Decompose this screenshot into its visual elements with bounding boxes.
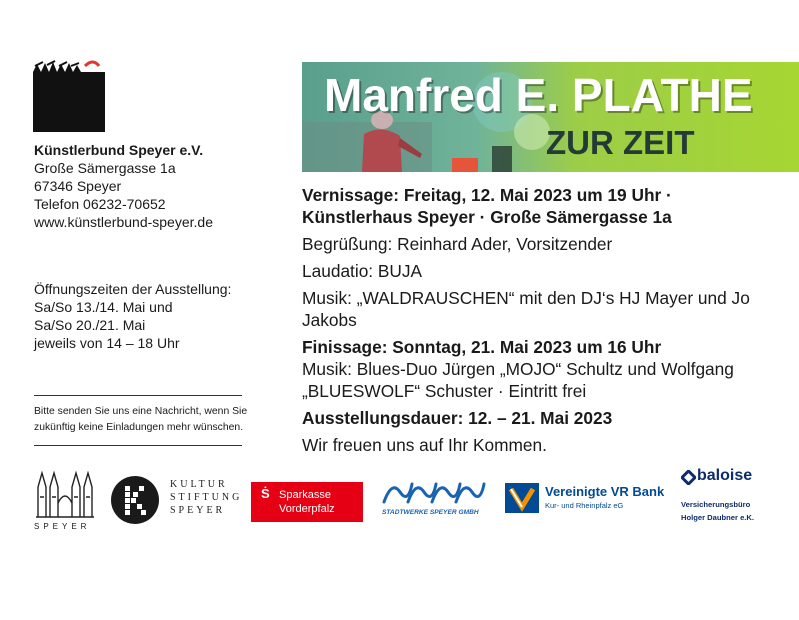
greeting: Begrüßung: Reinhard Ader, Vorsitzender bbox=[302, 234, 613, 254]
divider bbox=[34, 395, 242, 396]
organization-address bbox=[34, 141, 213, 231]
speyer-cathedral-logo bbox=[34, 463, 96, 519]
kulturstiftung-line: SPEYER bbox=[170, 505, 226, 516]
banner-title: Manfred E. PLATHE bbox=[324, 69, 753, 121]
baloise-diamond-icon bbox=[681, 470, 696, 485]
sparkasse-line: Sparkasse bbox=[279, 489, 331, 501]
music-vernissage: Musik: „WALDRAUSCHEN“ mit den DJ‘s HJ Mayer und Jo Jakobs bbox=[302, 288, 750, 330]
organization-street: Große Sämergasse 1a bbox=[34, 160, 176, 176]
vr-bank-name: Vereinigte VR Bank bbox=[545, 484, 665, 499]
sparkasse-s-icon: Ṡ bbox=[261, 486, 270, 501]
music-finissage: Musik: Blues-Duo Jürgen „MOJO“ Schultz und Wolfgang „BLUESWOLF“ Schuster · Eintritt frei bbox=[302, 359, 734, 401]
opening-hours-line: Sa/So 13./14. Mai und bbox=[34, 299, 173, 315]
exhibition-banner bbox=[302, 62, 799, 172]
organization-city: 67346 Speyer bbox=[34, 178, 122, 194]
sparkasse-logo bbox=[251, 482, 363, 522]
sparkasse-line: Vorderpfalz bbox=[279, 503, 335, 515]
laudatio: Laudatio: BUJA bbox=[302, 261, 423, 281]
vernissage-location: Künstlerhaus Speyer · Große Sämergasse 1a bbox=[302, 207, 672, 227]
speyer-wordmark: SPEYER bbox=[34, 522, 91, 531]
divider bbox=[34, 445, 242, 446]
closing-line: Wir freuen uns auf Ihr Kommen. bbox=[302, 435, 547, 455]
organization-phone: Telefon 06232-70652 bbox=[34, 196, 166, 212]
opening-hours bbox=[34, 280, 231, 352]
vr-bank-icon bbox=[505, 483, 539, 513]
opening-hours-line: jeweils von 14 – 18 Uhr bbox=[34, 335, 180, 351]
finissage-line: Finissage: Sonntag, 21. Mai 2023 um 16 Uhr bbox=[302, 337, 662, 357]
stadtwerke-wordmark: STADTWERKE SPEYER GMBH bbox=[382, 509, 479, 516]
kulturstiftung-line: STIFTUNG bbox=[170, 492, 243, 503]
unsubscribe-notice: Bitte senden Sie uns eine Nachricht, wenn Sie zukünftig keine Einladungen mehr wünschen. bbox=[34, 406, 248, 433]
banner-subtitle: ZUR ZEIT bbox=[546, 124, 695, 161]
kulturstiftung-line: KULTUR bbox=[170, 479, 228, 490]
exhibition-duration: Ausstellungsdauer: 12. – 21. Mai 2023 bbox=[302, 408, 613, 428]
stadtwerke-logo bbox=[380, 478, 488, 508]
kuenstlerbund-logo bbox=[33, 60, 105, 132]
baloise-wordmark: baloise bbox=[697, 467, 753, 484]
baloise-line: Holger Daubner e.K. bbox=[681, 513, 754, 522]
opening-hours-heading: Öffnungszeiten der Ausstellung: bbox=[34, 281, 232, 297]
baloise-line: Versicherungsbüro bbox=[681, 500, 751, 509]
vernissage-line: Vernissage: Freitag, 12. Mai 2023 um 19 Uhr · bbox=[302, 185, 672, 205]
kulturstiftung-logo bbox=[110, 475, 160, 525]
kulturstiftung-wordmark bbox=[170, 478, 242, 517]
opening-hours-line: Sa/So 20./21. Mai bbox=[34, 317, 146, 333]
organization-website[interactable]: www.künstlerbund-speyer.de bbox=[34, 214, 213, 230]
event-info bbox=[302, 184, 782, 456]
vr-bank-subtitle: Kur- und Rheinpfalz eG bbox=[545, 501, 624, 510]
organization-name: Künstlerbund Speyer e.V. bbox=[34, 142, 204, 158]
